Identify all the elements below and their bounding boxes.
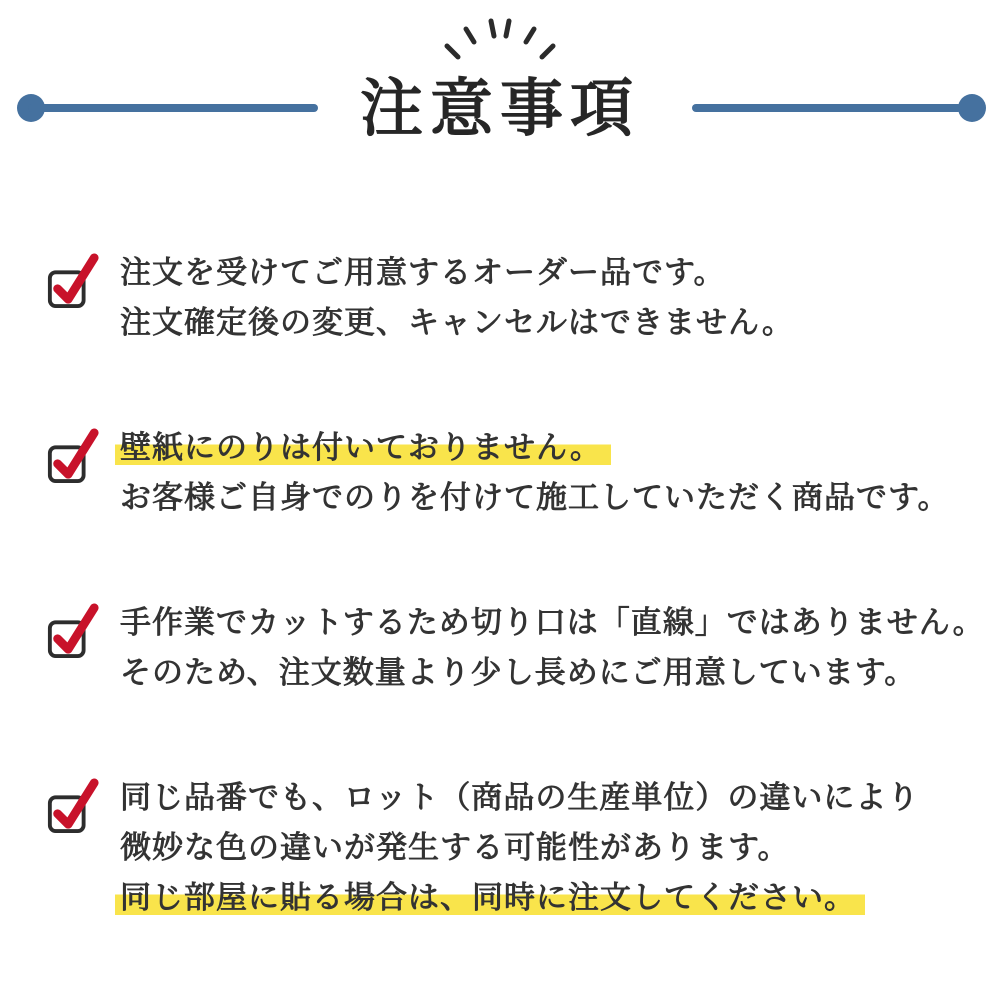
plain-text: 注文を受けてご用意するオーダー品です。	[120, 255, 726, 290]
item-text	[120, 423, 950, 523]
item-text	[120, 598, 985, 698]
item-text-line	[120, 823, 919, 873]
plain-text: 同じ品番でも、ロット（商品の生産単位）の違いにより	[120, 780, 920, 815]
item-text-line	[120, 248, 794, 298]
item-text	[120, 248, 794, 348]
item-text-line	[120, 598, 985, 648]
item-text-line	[120, 423, 950, 473]
plain-text: 手作業でカットするため切り口は「直線」ではありません。	[120, 605, 985, 640]
checklist-item	[46, 773, 919, 923]
checked-checkbox-icon	[46, 251, 100, 309]
checklist-item	[46, 248, 794, 348]
item-text-line	[120, 473, 950, 523]
item-text-line	[120, 648, 985, 698]
plain-text: お客様ご自身でのりを付けて施工していただく商品です。	[120, 480, 950, 515]
item-text-line	[120, 298, 794, 348]
item-text-line	[120, 873, 919, 923]
plain-text: 微妙な色の違いが発生する可能性があります。	[120, 830, 790, 865]
checked-checkbox-icon	[46, 426, 100, 484]
highlighted-text: 壁紙にのりは付いておりません。	[115, 430, 611, 465]
page-title: 注意事項	[360, 74, 640, 144]
checked-checkbox-icon	[46, 776, 100, 834]
plain-text: そのため、注文数量より少し長めにご用意しています。	[120, 655, 917, 690]
item-text-line	[120, 773, 919, 823]
checked-checkbox-icon	[46, 601, 100, 659]
item-text	[120, 773, 919, 923]
checklist-item	[46, 598, 985, 698]
highlighted-text: 同じ部屋に貼る場合は、同時に注文してください。	[115, 880, 865, 915]
plain-text: 注文確定後の変更、キャンセルはできません。	[120, 305, 794, 340]
checklist-item	[46, 423, 950, 523]
